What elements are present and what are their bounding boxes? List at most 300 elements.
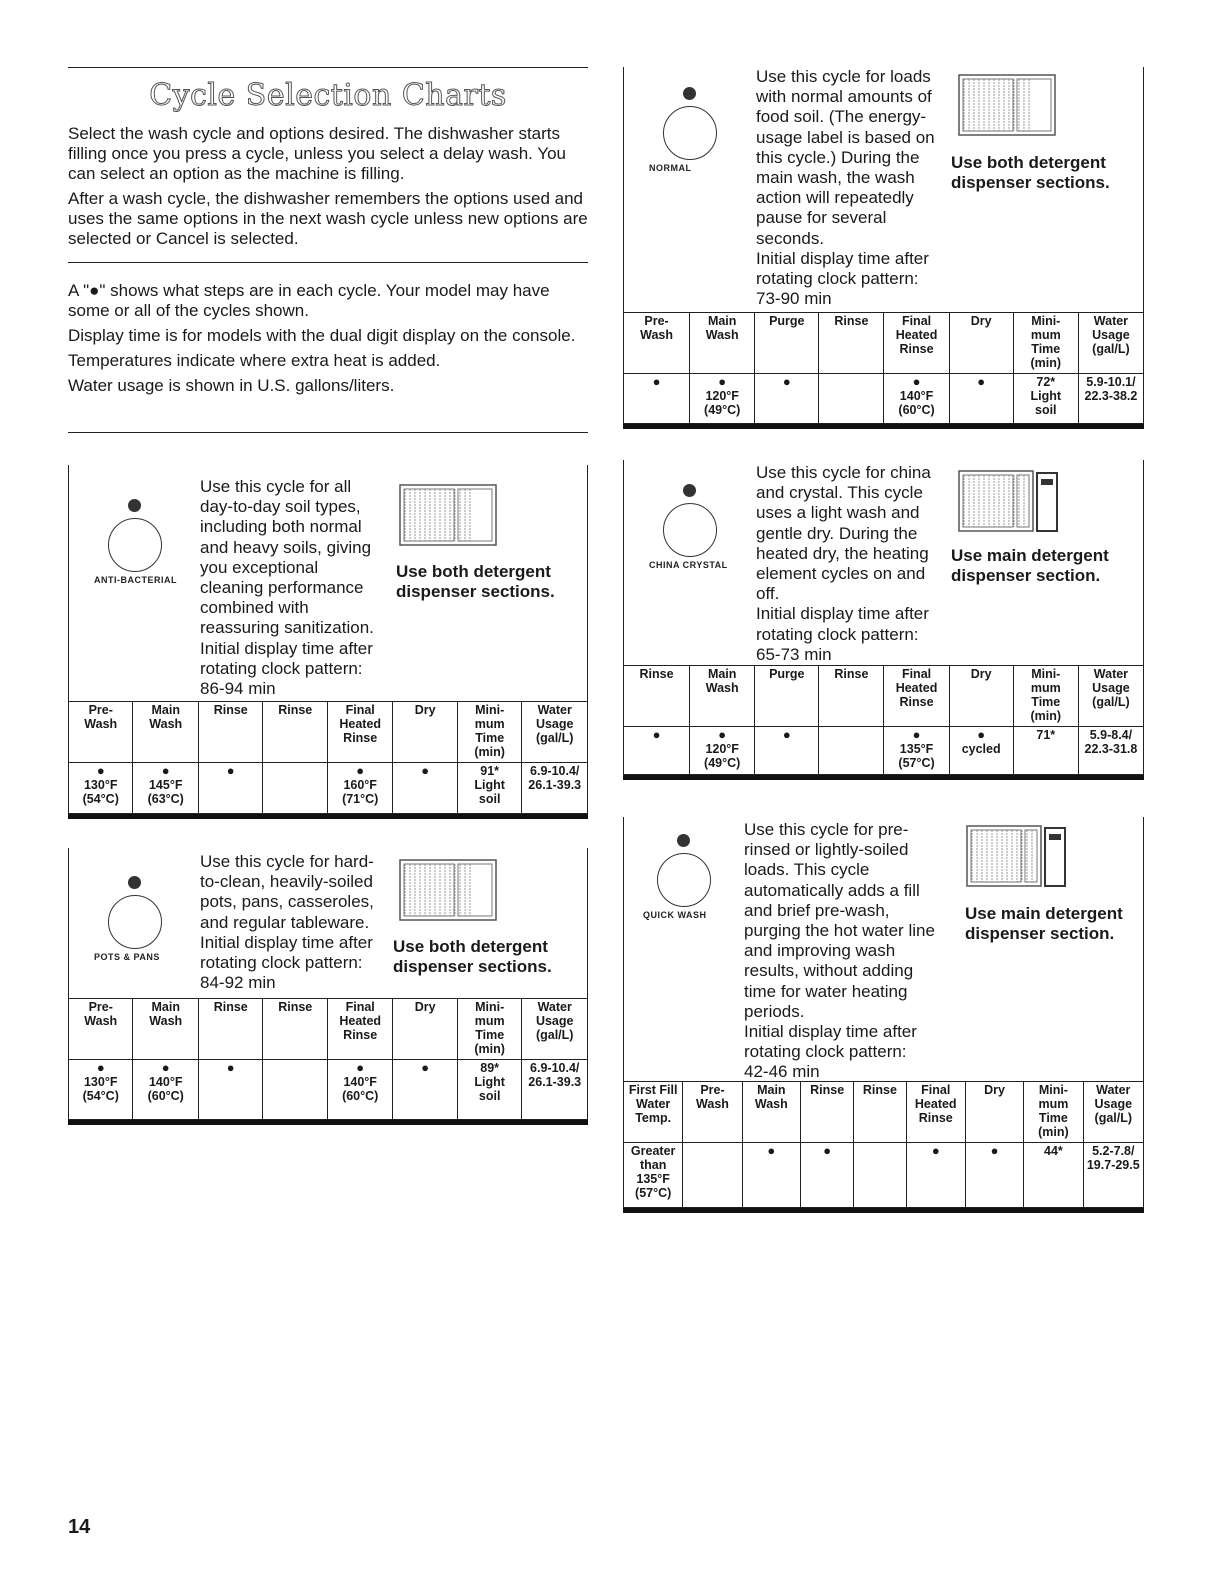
table-row	[624, 727, 1144, 775]
cycle-card-pots-pans	[68, 848, 588, 1125]
description-line: pots, pans, casseroles,	[200, 892, 374, 912]
cell-line: Rinse	[213, 1000, 248, 1014]
table-cell	[965, 1082, 1023, 1143]
cell-line: Rinse	[343, 731, 378, 745]
table-cell	[755, 727, 819, 775]
both-dispenser-icon	[398, 858, 503, 929]
cell-line: 5.9-10.1/	[1086, 375, 1136, 389]
cell-line: Heated	[914, 1097, 957, 1111]
cell-line: Light	[474, 778, 505, 792]
cell-line: (gal/L)	[1092, 342, 1130, 356]
table-cell	[854, 1143, 906, 1208]
table-header-row	[69, 999, 588, 1060]
step-bullet: ●	[652, 727, 661, 742]
detergent-instruction	[396, 562, 555, 602]
notes-text	[68, 281, 593, 401]
description-line: 42-46 min	[744, 1062, 820, 1082]
main-dispenser-icon	[957, 469, 1062, 540]
cell-line: 26.1-39.3	[528, 778, 582, 792]
cell-line: Water	[1096, 1083, 1131, 1097]
table-cell	[327, 1060, 393, 1120]
table-cell	[198, 1060, 262, 1120]
table-cell	[133, 1060, 199, 1120]
cell-line: Rinse	[899, 695, 934, 709]
table-header-row	[624, 666, 1144, 727]
cycle-description	[200, 852, 374, 993]
step-bullet: ●	[652, 374, 661, 389]
cell-line: 130°F	[83, 778, 118, 792]
cell-line: (71°C)	[342, 792, 379, 806]
cell-line: Main	[151, 703, 180, 717]
cell-line: Pre-	[88, 1000, 113, 1014]
description-line: Use this cycle for all	[200, 477, 352, 496]
description-line: purging the hot water line	[744, 921, 935, 941]
table-cell	[198, 999, 262, 1060]
cell-line: Pre-	[88, 703, 113, 717]
table-row	[69, 763, 588, 814]
step-bullet: ●	[226, 1060, 235, 1075]
description-line: to-clean, heavily-soiled	[200, 872, 373, 892]
description-line: uses a light wash and	[756, 503, 920, 523]
description-line: Initial display time after	[756, 604, 929, 624]
description-line: with normal amounts of	[756, 87, 932, 107]
table-cell	[949, 313, 1013, 374]
table-cell	[1013, 374, 1078, 424]
cell-line: 6.9-10.4/	[530, 764, 580, 778]
cell-line: Greater	[630, 1144, 676, 1158]
cycle-description	[744, 820, 935, 1083]
cell-line: (min)	[1030, 709, 1062, 723]
cell-line: Rinse	[834, 667, 869, 681]
cell-line: Wash	[754, 1097, 788, 1111]
cell-line: Main	[757, 1083, 786, 1097]
cycle-steps-table	[68, 998, 588, 1120]
cycle-steps-table	[68, 701, 588, 814]
cell-line: 19.7-29.5	[1086, 1158, 1140, 1172]
cell-line: 5.9-8.4/	[1089, 728, 1133, 742]
step-bullet: ●	[161, 1060, 170, 1075]
step-bullet: ●	[718, 727, 727, 742]
indicator-dot-icon	[128, 499, 141, 512]
cell-line: Rinse	[213, 703, 248, 717]
table-cell	[133, 763, 199, 814]
table-cell	[1078, 374, 1143, 424]
step-bullet: ●	[823, 1143, 832, 1158]
table-cell	[522, 763, 588, 814]
page-number: 14	[68, 1516, 91, 1538]
table-cell	[393, 999, 457, 1060]
table-header-row	[624, 313, 1144, 374]
table-cell	[1013, 666, 1078, 727]
table-cell	[690, 313, 755, 374]
knob-ring-icon	[663, 503, 717, 557]
description-line: 86-94 min	[200, 679, 276, 699]
table-cell	[263, 1060, 327, 1120]
cell-line: 135°F	[899, 742, 934, 756]
cell-line: Light	[474, 1075, 505, 1089]
table-cell	[69, 1060, 133, 1120]
cycle-card-quick-wash	[623, 817, 1144, 1213]
table-cell	[1024, 1143, 1083, 1208]
cell-line: Heated	[895, 328, 938, 342]
description-line: day-to-day soil types,	[200, 497, 361, 517]
cell-line: (min)	[1038, 1125, 1069, 1139]
table-cell	[133, 702, 199, 763]
cell-line: 160°F	[343, 778, 377, 792]
cycle-name-label: NORMAL	[649, 163, 692, 173]
description-line: this cycle.) During the	[756, 147, 920, 167]
table-cell	[690, 727, 755, 775]
both-dispenser-icon	[957, 73, 1062, 144]
table-cell	[854, 1082, 906, 1143]
cell-line: Time	[475, 731, 505, 745]
cell-line: 145°F	[148, 778, 183, 792]
table-cell	[327, 999, 393, 1060]
cell-line: 140°F	[899, 389, 934, 403]
cell-line: Heated	[339, 717, 382, 731]
table-cell	[690, 374, 755, 424]
note-paragraph: Water usage is shown in U.S. gallons/liters.	[68, 376, 395, 395]
cell-line: Rinse	[343, 1028, 378, 1042]
detergent-instruction	[393, 937, 552, 977]
description-line: rotating clock pattern:	[756, 269, 919, 289]
description-line: gentle dry. During the	[756, 523, 918, 543]
cycle-description	[756, 67, 935, 309]
section-rule	[68, 432, 588, 433]
table-cell	[1024, 1082, 1083, 1143]
step-bullet: ●	[421, 763, 430, 778]
cell-line: Wash	[705, 328, 739, 342]
cell-line: soil	[1035, 403, 1057, 417]
table-cell	[624, 1082, 683, 1143]
detergent-line: Use main detergent	[951, 546, 1109, 565]
table-row	[624, 374, 1144, 424]
description-line: Initial display time after	[744, 1022, 917, 1042]
description-line: loads. This cycle	[744, 860, 870, 880]
card-bottom-bar	[623, 1208, 1144, 1213]
description-line: action will repeatedly	[756, 188, 914, 208]
cell-line: Main	[707, 667, 737, 681]
cell-line: Heated	[895, 681, 938, 695]
description-line: food soil. (The energy-	[756, 107, 927, 127]
cell-line: (gal/L)	[535, 1028, 574, 1042]
step-bullet: ●	[356, 1060, 365, 1075]
card-bottom-bar	[68, 1120, 588, 1125]
cell-line: (54°C)	[82, 1089, 119, 1103]
cell-line: Rinse	[278, 703, 313, 717]
description-line: automatically adds a fill	[744, 880, 920, 900]
cycle-steps-table	[623, 312, 1144, 424]
cell-line: mum	[1038, 1097, 1069, 1111]
detergent-line: Use main detergent	[965, 904, 1123, 923]
description-line: and improving wash	[744, 941, 896, 961]
cell-line: Water	[636, 1097, 671, 1111]
description-line: time for water heating	[744, 981, 908, 1001]
description-line: usage label is based on	[756, 127, 935, 147]
table-cell	[755, 313, 819, 374]
cell-line: 135°F	[636, 1172, 670, 1186]
table-cell	[457, 999, 521, 1060]
cycle-name-label: QUICK WASH	[643, 910, 707, 920]
detergent-line: Use both detergent	[393, 937, 548, 956]
cell-line: 6.9-10.4/	[530, 1061, 580, 1075]
description-line: and heavy soils, giving	[200, 537, 372, 557]
cell-line: Usage	[1094, 1097, 1133, 1111]
detergent-instruction	[951, 153, 1110, 193]
cell-line: Mini-	[1031, 667, 1061, 681]
cycle-name-label: ANTI-BACTERIAL	[94, 575, 177, 585]
cell-line: Final	[901, 314, 932, 328]
step-bullet: ●	[718, 374, 727, 389]
table-cell	[819, 666, 884, 727]
cell-line: Rinse	[899, 342, 934, 356]
table-cell	[906, 1143, 965, 1208]
step-bullet: ●	[96, 763, 105, 778]
table-cell	[624, 666, 690, 727]
cell-line: Main	[151, 1000, 180, 1014]
description-line: rinsed or lightly-soiled	[744, 840, 909, 860]
table-header-row	[624, 1082, 1144, 1143]
table-cell	[457, 1060, 521, 1120]
cycle-name-label: CHINA CRYSTAL	[649, 560, 728, 570]
cell-line: Final	[345, 1000, 375, 1014]
table-cell	[1078, 727, 1143, 775]
description-line: you exceptional	[200, 557, 319, 577]
step-bullet: ●	[782, 727, 791, 742]
detergent-line: dispenser section.	[965, 924, 1115, 943]
description-line: rotating clock pattern:	[756, 624, 919, 644]
description-line: main wash, the wash	[756, 168, 915, 188]
detergent-line: dispenser section.	[951, 566, 1101, 585]
step-bullet: ●	[782, 374, 791, 389]
indicator-dot-icon	[683, 87, 696, 100]
table-cell	[69, 702, 133, 763]
cell-line: 140°F	[148, 1075, 183, 1089]
table-cell	[683, 1082, 742, 1143]
table-cell	[393, 1060, 457, 1120]
detergent-line: dispenser sections.	[396, 582, 555, 601]
cell-line: 71*	[1036, 728, 1056, 742]
cell-line: Rinse	[278, 1000, 313, 1014]
cell-line: Mini-	[475, 1000, 505, 1014]
cycle-description	[200, 477, 374, 699]
card-bottom-bar	[623, 775, 1144, 780]
card-bottom-bar	[623, 424, 1144, 429]
cell-line: Rinse	[918, 1111, 953, 1125]
detergent-line: Use both detergent	[951, 153, 1106, 172]
knob-ring-icon	[108, 895, 162, 949]
description-line: 73-90 min	[756, 289, 832, 309]
description-line: including both normal	[200, 517, 362, 537]
cell-line: 22.3-38.2	[1084, 389, 1138, 403]
cell-line: Dry	[414, 1000, 436, 1014]
cell-line: Temp.	[635, 1111, 672, 1125]
table-cell	[755, 666, 819, 727]
table-cell	[949, 666, 1013, 727]
cell-line: Usage	[1092, 328, 1130, 342]
note-paragraph: Temperatures indicate where extra heat is added.	[68, 351, 441, 370]
cell-line: Dry	[970, 667, 992, 681]
knob-ring-icon	[657, 853, 711, 907]
table-cell	[949, 374, 1013, 424]
step-bullet: ●	[226, 763, 235, 778]
description-line: results, without adding	[744, 961, 914, 981]
detergent-instruction	[951, 546, 1109, 586]
table-cell	[263, 702, 327, 763]
cell-line: mum	[474, 1014, 505, 1028]
cell-line: Dry	[984, 1083, 1005, 1097]
cycle-card-china-crystal	[623, 460, 1144, 780]
table-cell	[755, 374, 819, 424]
description-line: 84-92 min	[200, 973, 276, 993]
cell-line: First Fill	[628, 1083, 678, 1097]
indicator-dot-icon	[128, 876, 141, 889]
cell-line: Wash	[149, 1014, 183, 1028]
cell-line: (60°C)	[342, 1089, 379, 1103]
table-cell	[1083, 1143, 1143, 1208]
knob-ring-icon	[663, 106, 717, 160]
description-line: and brief pre-wash,	[744, 900, 890, 920]
cell-line: Rinse	[639, 667, 674, 681]
cell-line: Time	[1031, 342, 1061, 356]
cell-line: cycled	[961, 742, 1001, 756]
cell-line: Main	[707, 314, 737, 328]
table-cell	[624, 313, 690, 374]
table-cell	[884, 374, 949, 424]
table-header-row	[69, 702, 588, 763]
step-bullet: ●	[356, 763, 365, 778]
table-cell	[819, 727, 884, 775]
cell-line: Water	[1093, 667, 1129, 681]
cell-line: Pre-	[700, 1083, 725, 1097]
table-cell	[1083, 1082, 1143, 1143]
cell-line: Water	[1093, 314, 1129, 328]
table-cell	[198, 702, 262, 763]
cell-line: Rinse	[862, 1083, 897, 1097]
table-cell	[327, 702, 393, 763]
cell-line: mum	[1030, 328, 1061, 342]
table-cell	[949, 727, 1013, 775]
cell-line: (gal/L)	[535, 731, 574, 745]
cell-line: Wash	[84, 717, 118, 731]
table-cell	[884, 727, 949, 775]
knob-ring-icon	[108, 518, 162, 572]
table-cell	[624, 374, 690, 424]
intro-paragraph: After a wash cycle, the dishwasher remembers the options used and uses the same options in the next wash cycle unless new options are selected or Cancel is selected.	[68, 189, 588, 248]
cell-line: Wash	[84, 1014, 118, 1028]
intro-text	[68, 124, 593, 254]
table-cell	[393, 763, 457, 814]
step-bullet: ●	[977, 374, 986, 389]
description-line: rotating clock pattern:	[744, 1042, 907, 1062]
table-cell	[742, 1143, 800, 1208]
table-cell	[1078, 313, 1143, 374]
cell-line: (60°C)	[147, 1089, 184, 1103]
cell-line: Purge	[769, 314, 805, 328]
cell-line: Dry	[414, 703, 436, 717]
table-cell	[133, 999, 199, 1060]
cell-line: Usage	[535, 717, 574, 731]
step-bullet: ●	[977, 727, 986, 742]
table-cell	[263, 999, 327, 1060]
table-cell	[819, 374, 884, 424]
description-line: element cycles on and	[756, 564, 926, 584]
cell-line: Usage	[535, 1014, 574, 1028]
cell-line: Mini-	[1038, 1083, 1068, 1097]
top-rule	[68, 67, 588, 68]
cell-line: Time	[1038, 1111, 1068, 1125]
description-line: rotating clock pattern:	[200, 953, 363, 973]
description-line: rotating clock pattern:	[200, 658, 363, 678]
cell-line: (min)	[1030, 356, 1062, 370]
cell-line: Final	[901, 667, 932, 681]
section-rule	[68, 262, 588, 263]
detergent-line: dispenser sections.	[951, 173, 1110, 192]
cycle-description	[756, 463, 931, 665]
table-cell	[69, 763, 133, 814]
cell-line: (63°C)	[147, 792, 184, 806]
cell-line: (60°C)	[898, 403, 935, 417]
cell-line: Final	[921, 1083, 951, 1097]
cell-line: 140°F	[343, 1075, 377, 1089]
description-line: off.	[756, 584, 780, 604]
table-cell	[522, 702, 588, 763]
table-cell	[624, 1143, 683, 1208]
page-title: Cycle Selection Charts	[149, 78, 507, 113]
step-bullet: ●	[990, 1143, 999, 1158]
description-line: combined with	[200, 598, 309, 618]
cell-line: soil	[478, 792, 501, 806]
description-line: Use this cycle for hard-	[200, 852, 374, 871]
table-cell	[69, 999, 133, 1060]
note-paragraph: A "●" shows what steps are in each cycle. Your model may have some or all of the cycles shown.	[68, 281, 550, 320]
indicator-dot-icon	[683, 484, 696, 497]
cell-line: Rinse	[810, 1083, 845, 1097]
cell-line: 120°F	[705, 389, 739, 403]
table-cell	[522, 999, 588, 1060]
table-cell	[1013, 727, 1078, 775]
table-cell	[884, 666, 949, 727]
table-cell	[800, 1143, 853, 1208]
step-bullet: ●	[161, 763, 170, 778]
table-cell	[522, 1060, 588, 1120]
description-line: Initial display time after	[200, 638, 373, 658]
cell-line: (57°C)	[898, 756, 935, 770]
table-cell	[906, 1082, 965, 1143]
table-cell	[624, 727, 690, 775]
intro-paragraph: Select the wash cycle and options desired. The dishwasher starts filling once you press a cycle, unless you select a delay wash. You can select an option as the machine is filling.	[68, 124, 567, 183]
cell-line: Water	[537, 703, 572, 717]
detergent-instruction	[965, 904, 1123, 944]
cell-line: Heated	[339, 1014, 382, 1028]
cell-line: (49°C)	[704, 403, 741, 417]
cell-line: (57°C)	[635, 1186, 672, 1200]
description-line: Use this cycle for pre-	[744, 820, 909, 839]
table-cell	[198, 763, 262, 814]
step-bullet: ●	[421, 1060, 430, 1075]
cell-line: 72*	[1036, 375, 1056, 389]
indicator-dot-icon	[677, 834, 690, 847]
table-cell	[1078, 666, 1143, 727]
cycle-steps-table	[623, 1081, 1144, 1208]
description-line: seconds.	[756, 228, 825, 248]
table-cell	[884, 313, 949, 374]
table-cell	[819, 313, 884, 374]
cell-line: Dry	[970, 314, 992, 328]
cell-line: Mini-	[1031, 314, 1061, 328]
description-line: heated dry, the heating	[756, 543, 929, 563]
table-cell	[690, 666, 755, 727]
